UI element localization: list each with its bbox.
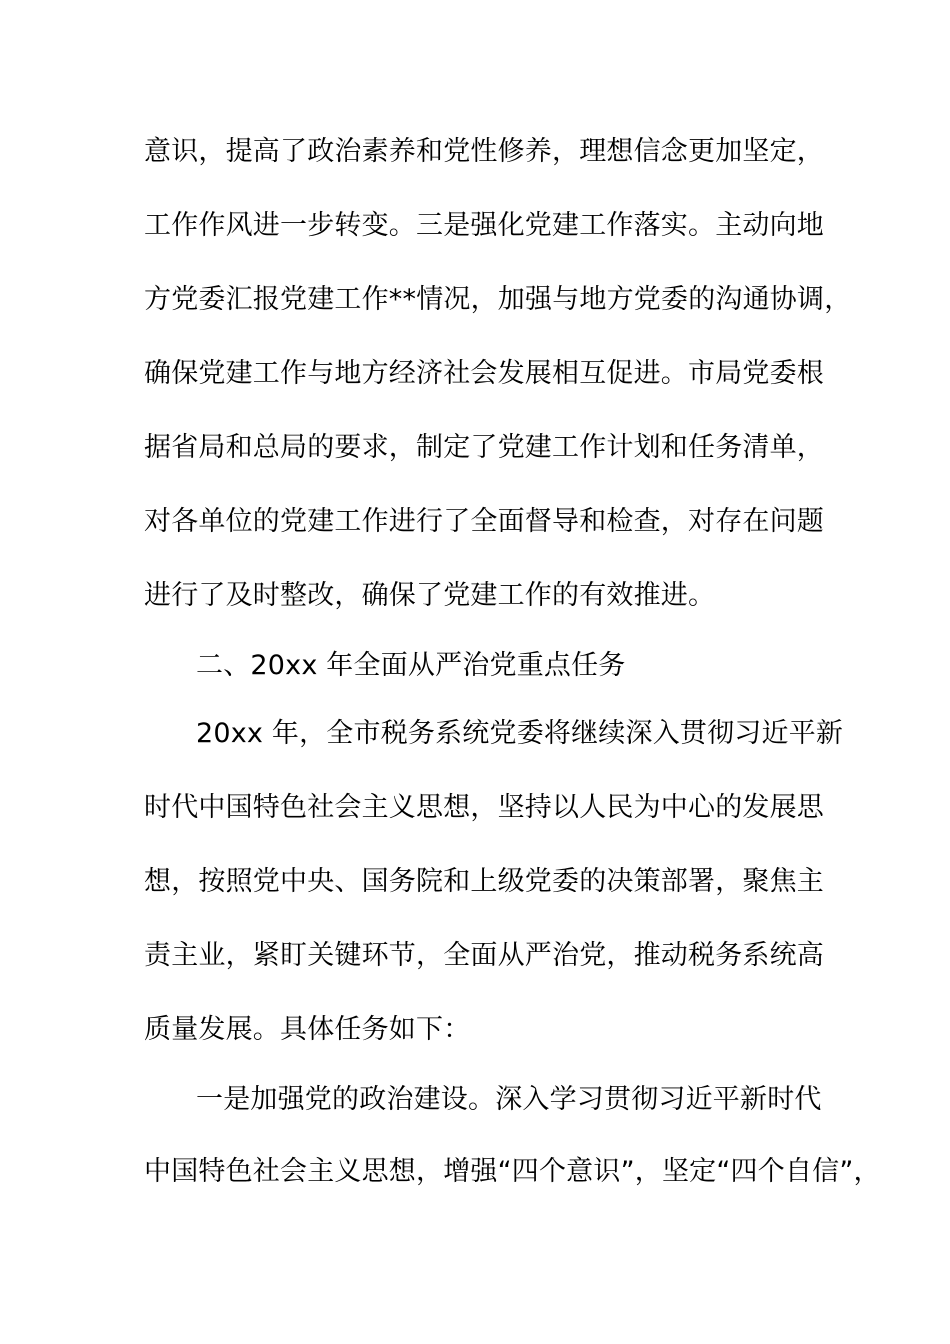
section-heading: 二、20xx 年全面从严治党重点任务 — [196, 650, 626, 681]
body-text-line: 中国特色社会主义思想，增强“四个意识”，坚定“四个自信”， — [144, 1156, 881, 1187]
body-text-line: 20xx 年，全市税务系统党委将继续深入贯彻习近平新 — [196, 718, 844, 749]
body-text-line: 确保党建工作与地方经济社会发展相互促进。市局党委根 — [144, 358, 824, 389]
body-text-line: 对各单位的党建工作进行了全面督导和检查，对存在问题 — [144, 506, 824, 537]
body-text-line: 一是加强党的政治建设。深入学习贯彻习近平新时代 — [196, 1084, 822, 1115]
body-text-line: 工作作风进一步转变。三是强化党建工作落实。主动向地 — [144, 210, 824, 241]
body-text-line: 想，按照党中央、国务院和上级党委的决策部署，聚焦主 — [144, 866, 824, 897]
body-text-line: 进行了及时整改，确保了党建工作的有效推进。 — [144, 580, 716, 611]
body-text-line: 据省局和总局的要求，制定了党建工作计划和任务清单， — [144, 432, 824, 463]
body-text-line: 方党委汇报党建工作**情况，加强与地方党委的沟通协调， — [144, 284, 852, 315]
body-text-line: 时代中国特色社会主义思想，坚持以人民为中心的发展思 — [144, 792, 824, 823]
body-text-line: 责主业，紧盯关键环节，全面从严治党，推动税务系统高 — [144, 940, 824, 971]
body-text-line: 质量发展。具体任务如下： — [144, 1014, 471, 1045]
body-text-line: 意识，提高了政治素养和党性修养，理想信念更加坚定， — [144, 136, 824, 167]
